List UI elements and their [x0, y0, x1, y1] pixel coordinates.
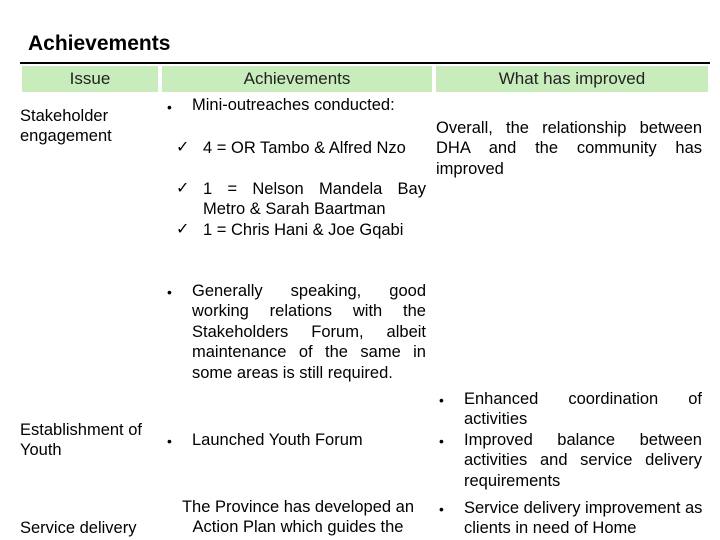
bullet-icon: • — [439, 392, 444, 408]
column-header-improved: What has improved — [436, 66, 708, 92]
achievement-relations: Generally speaking, good working relations with the Stakeholders Forum, albeit maintenance of the same in some areas is still required. — [192, 282, 426, 382]
issue-service-delivery: Service delivery — [20, 519, 137, 537]
check-icon: ✓ — [176, 139, 190, 156]
improved-service-delivery: Service delivery improvement as clients in need of Home — [464, 499, 703, 538]
issue-stakeholder: Stakeholder engagement — [20, 107, 112, 146]
improved-coordination: Enhanced coordination of activities — [464, 390, 702, 429]
outreach-item: 4 = OR Tambo & Alfred Nzo — [203, 139, 406, 157]
check-icon: ✓ — [176, 221, 190, 238]
improved-relationship: Overall, the relationship between DHA and the community has improved — [436, 119, 702, 178]
bullet-icon: • — [439, 501, 444, 517]
improved-balance: Improved balance between activities and service delivery requirements — [464, 431, 702, 490]
achievement-outreach: Mini-outreaches conducted: — [192, 96, 395, 114]
bullet-icon: • — [439, 433, 444, 449]
outreach-item: 1 = Nelson Mandela Bay Metro & Sarah Baartman — [203, 180, 426, 219]
column-header-issue: Issue — [22, 66, 158, 92]
bullet-icon: • — [167, 433, 172, 449]
outreach-item: 1 = Chris Hani & Joe Gqabi — [203, 221, 404, 239]
bullet-icon: • — [167, 99, 172, 115]
check-icon: ✓ — [176, 180, 190, 197]
issue-youth: Establishment of Youth — [20, 421, 142, 460]
page-title: Achievements — [28, 32, 171, 55]
achievement-youth-forum: Launched Youth Forum — [192, 431, 363, 449]
column-header-achievements: Achievements — [162, 66, 432, 92]
achievement-action-plan: The Province has developed an Action Plan which guides the — [181, 498, 415, 537]
bullet-icon: • — [167, 284, 172, 300]
top-rule — [20, 62, 710, 64]
